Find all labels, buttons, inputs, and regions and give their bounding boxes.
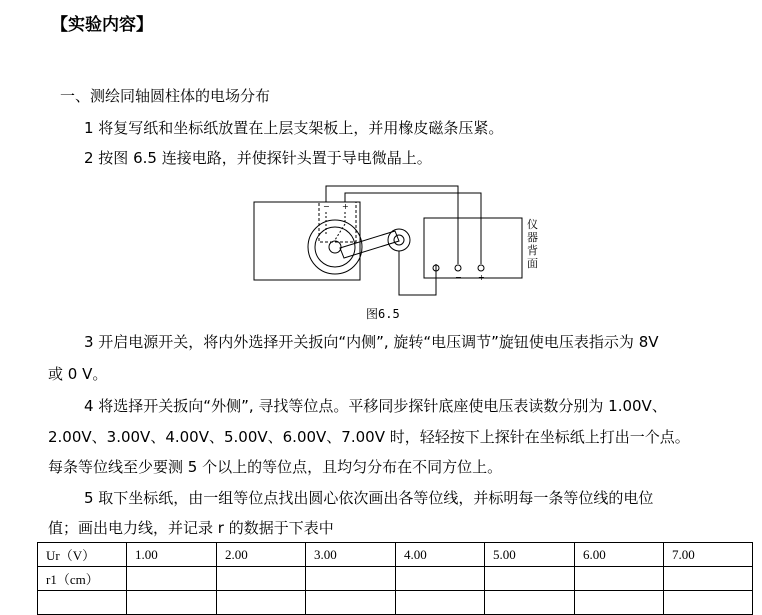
table-cell xyxy=(38,591,127,615)
table-row-label: r1（cm） xyxy=(38,567,127,591)
inner-ring xyxy=(315,227,355,267)
center-electrode xyxy=(329,241,341,253)
step-3-line-2: 或 0 V。 xyxy=(48,365,108,383)
table-cell: 5.00 xyxy=(485,543,575,567)
table-cell xyxy=(217,567,306,591)
step-5-line-2: 值；画出电力线，并记录 r 的数据于下表中 xyxy=(48,519,334,537)
table-cell: 4.00 xyxy=(396,543,485,567)
table-cell: Ur（V） xyxy=(38,543,127,567)
table-cell: 2.00 xyxy=(217,543,306,567)
table-cell xyxy=(664,567,753,591)
step-4-line-2: 2.00V、3.00V、4.00V、5.00V、6.00V、7.00V 时，轻轻按下上探针在坐标纸上打出一个点。 xyxy=(48,428,690,446)
table-cell xyxy=(396,567,485,591)
table-row xyxy=(38,591,753,615)
figure-caption: 图6.5 xyxy=(366,307,400,321)
instrument-back-label xyxy=(527,218,538,270)
instrument-label-char: 仪 xyxy=(527,218,538,231)
instrument-label-char: 背 xyxy=(527,244,538,257)
table-cell xyxy=(127,567,217,591)
wire-positive xyxy=(345,193,481,264)
step-1: 1 将复写纸和坐标纸放置在上层支架板上，并用橡皮磁条压紧。 xyxy=(84,119,504,137)
table-cell xyxy=(306,591,396,615)
table-header-row xyxy=(38,543,753,567)
step-2: 2 按图 6.5 连接电路，并使探针头置于导电微晶上。 xyxy=(84,149,432,167)
table-cell xyxy=(485,567,575,591)
table-cell: 6.00 xyxy=(575,543,664,567)
step-4-line-3: 每条等位线至少要测 5 个以上的等位点，且均匀分布在不同方位上。 xyxy=(48,458,503,476)
table-cell xyxy=(485,591,575,615)
circuit-diagram xyxy=(250,178,550,303)
table-cell xyxy=(575,567,664,591)
table-cell: 3.00 xyxy=(306,543,396,567)
table-cell: 7.00 xyxy=(664,543,753,567)
step-4-line-1: 4 将选择开关扳向“外侧”, 寻找等位点。平移同步探针底座使电压表读数分别为 1.00V、 xyxy=(84,397,667,415)
terminal-positive xyxy=(478,265,484,271)
instrument-label-char: 面 xyxy=(527,257,538,270)
terminal-negative xyxy=(455,265,461,271)
probe-arm xyxy=(340,231,399,258)
outer-electrode xyxy=(308,220,362,274)
terminal-minus-label: − xyxy=(455,273,462,282)
table-row xyxy=(38,567,753,591)
terminal-plus-label: + xyxy=(478,273,485,282)
electrode-board xyxy=(254,202,360,280)
table-cell xyxy=(306,567,396,591)
step-5-line-1: 5 取下坐标纸，由一组等位点找出圆心依次画出各等位线，并标明每一条等位线的电位 xyxy=(84,489,654,507)
table-cell xyxy=(664,591,753,615)
step-3-line-1: 3 开启电源开关，将内外选择开关扳向“内侧”, 旋转“电压调节”旋钮使电压表指示为 8V xyxy=(84,333,659,351)
section-heading: 【实验内容】 xyxy=(51,15,153,35)
table-cell: 1.00 xyxy=(127,543,217,567)
instrument-label-char: 器 xyxy=(527,231,538,244)
board-minus-label: − xyxy=(323,202,330,211)
table-cell xyxy=(396,591,485,615)
table-cell xyxy=(127,591,217,615)
table-cell xyxy=(575,591,664,615)
section-title: 一、测绘同轴圆柱体的电场分布 xyxy=(60,87,271,105)
table-cell xyxy=(217,591,306,615)
wire-probe xyxy=(399,251,436,295)
board-plus-label: + xyxy=(342,202,349,211)
data-table xyxy=(37,542,753,615)
wire-negative xyxy=(326,186,458,264)
